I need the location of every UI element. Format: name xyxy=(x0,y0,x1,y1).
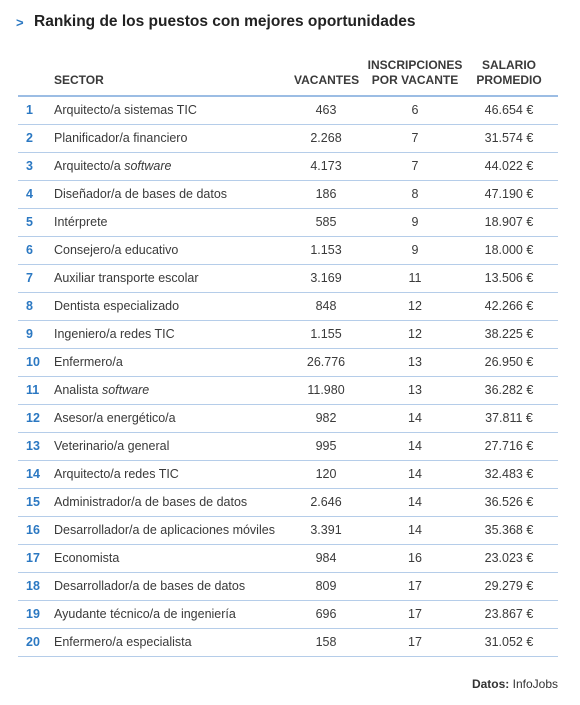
table-row xyxy=(18,97,558,125)
inscripciones-cell: 17 xyxy=(408,607,422,621)
vacantes-cell: 1.155 xyxy=(310,327,342,341)
rank-cell: 10 xyxy=(26,355,40,369)
rank-cell: 14 xyxy=(26,467,40,481)
salario-cell: 31.574 € xyxy=(484,131,534,145)
table-row xyxy=(18,461,558,489)
table-row xyxy=(18,265,558,293)
table-row xyxy=(18,237,558,265)
sector-cell xyxy=(54,153,171,180)
inscripciones-cell: 14 xyxy=(408,411,422,425)
rank-cell: 7 xyxy=(26,271,33,285)
sector-cell: Veterinario/a general xyxy=(54,439,170,453)
vacantes-cell: 11.980 xyxy=(307,383,345,397)
vacantes-cell: 585 xyxy=(315,215,337,229)
vacantes-cell: 1.153 xyxy=(310,243,342,257)
sector-cell: Enfermero/a xyxy=(54,355,123,369)
header-salario-line1: SALARIO xyxy=(482,58,536,72)
sector-cell: Diseñador/a de bases de datos xyxy=(54,187,228,201)
table-row xyxy=(18,153,558,181)
vacantes-cell: 120 xyxy=(315,467,337,481)
salario-cell: 38.225 € xyxy=(484,327,534,341)
rank-cell: 8 xyxy=(26,299,33,313)
salario-cell: 18.000 € xyxy=(484,243,534,257)
salario-cell: 35.368 € xyxy=(484,523,534,537)
sector-italic-term: software xyxy=(101,383,150,397)
salario-cell: 27.716 € xyxy=(484,439,534,453)
vacantes-cell: 995 xyxy=(315,439,337,453)
table-row xyxy=(18,209,558,237)
vacantes-cell: 26.776 xyxy=(306,355,346,369)
inscripciones-cell: 9 xyxy=(411,243,419,257)
inscripciones-cell: 17 xyxy=(408,635,422,649)
table-row xyxy=(18,405,558,433)
vacantes-cell: 3.391 xyxy=(310,523,342,537)
sector-cell: Auxiliar transporte escolar xyxy=(54,271,199,285)
vacantes-cell: 158 xyxy=(315,635,337,649)
rank-cell: 5 xyxy=(26,215,33,229)
table-row xyxy=(18,293,558,321)
header-sector: SECTOR xyxy=(54,73,104,87)
source-label: Datos: xyxy=(471,677,510,691)
table-row xyxy=(18,181,558,209)
vacantes-cell: 982 xyxy=(315,411,337,425)
rank-cell: 20 xyxy=(26,635,40,649)
salario-cell: 23.023 € xyxy=(484,551,534,565)
sector-cell: Arquitecto/a sistemas TIC xyxy=(54,103,197,117)
rank-cell: 9 xyxy=(26,327,33,341)
rank-cell: 6 xyxy=(26,243,33,257)
inscripciones-cell: 12 xyxy=(408,327,422,341)
inscripciones-cell: 7 xyxy=(411,131,419,145)
sector-italic-term: software xyxy=(124,159,172,173)
inscripciones-cell: 13 xyxy=(408,355,422,369)
table-row xyxy=(18,125,558,153)
inscripciones-cell: 13 xyxy=(408,383,422,397)
table-header xyxy=(18,58,558,92)
salario-cell: 13.506 € xyxy=(484,271,534,285)
rank-cell: 12 xyxy=(26,411,40,425)
table-row xyxy=(18,377,558,405)
salario-cell: 18.907 € xyxy=(484,215,534,229)
sector-cell: Consejero/a educativo xyxy=(54,243,179,257)
salario-cell: 26.950 € xyxy=(484,355,534,369)
sector-text: Arquitecto/a xyxy=(54,159,125,173)
sector-cell: Economista xyxy=(54,551,120,565)
inscripciones-cell: 16 xyxy=(408,551,422,565)
inscripciones-cell: 9 xyxy=(411,215,419,229)
vacantes-cell: 186 xyxy=(315,187,337,201)
vacantes-cell: 984 xyxy=(315,551,337,565)
vacantes-cell: 2.646 xyxy=(310,495,342,509)
vacantes-cell: 2.268 xyxy=(310,131,342,145)
rank-cell: 16 xyxy=(26,523,40,537)
sector-cell: Ingeniero/a redes TIC xyxy=(54,327,175,341)
vacantes-cell: 809 xyxy=(315,579,337,593)
header-inscripciones-line1: INSCRIPCIONES xyxy=(367,58,463,72)
inscripciones-cell: 14 xyxy=(408,439,422,453)
sector-cell: Intérprete xyxy=(54,215,108,229)
salario-cell: 29.279 € xyxy=(484,579,534,593)
rank-cell: 3 xyxy=(26,159,33,173)
header-salario-line2: PROMEDIO xyxy=(476,73,542,87)
table-row xyxy=(18,433,558,461)
table-row xyxy=(18,573,558,601)
inscripciones-cell: 12 xyxy=(408,299,422,313)
salario-cell: 23.867 € xyxy=(484,607,534,621)
sector-cell: Asesor/a energético/a xyxy=(54,411,176,425)
ranking-table-body xyxy=(18,95,558,657)
rank-cell: 13 xyxy=(26,439,40,453)
sector-cell xyxy=(54,377,149,404)
table-row xyxy=(18,349,558,377)
salario-cell: 32.483 € xyxy=(484,467,534,481)
table-row xyxy=(18,489,558,517)
vacantes-cell: 696 xyxy=(315,607,337,621)
sector-cell: Administrador/a de bases de datos xyxy=(54,495,248,509)
salario-cell: 44.022 € xyxy=(484,159,534,173)
inscripciones-cell: 14 xyxy=(408,467,422,481)
header-vacantes: VACANTES xyxy=(294,73,360,87)
salario-cell: 36.282 € xyxy=(484,383,534,397)
source-credit xyxy=(472,677,558,691)
salario-cell: 37.811 € xyxy=(485,411,533,425)
inscripciones-cell: 11 xyxy=(408,271,422,285)
rank-cell: 11 xyxy=(26,383,40,397)
table-row xyxy=(18,545,558,573)
table-row xyxy=(18,601,558,629)
rank-cell: 2 xyxy=(26,131,33,145)
inscripciones-cell: 17 xyxy=(408,579,422,593)
salario-cell: 47.190 € xyxy=(484,187,534,201)
sector-cell: Dentista especializado xyxy=(54,299,180,313)
table-row xyxy=(18,629,558,657)
sector-cell: Enfermero/a especialista xyxy=(54,635,192,649)
vacantes-cell: 463 xyxy=(315,103,337,117)
chevron-right-icon: > xyxy=(16,14,24,30)
title-row xyxy=(16,12,416,32)
header-inscripciones xyxy=(365,58,465,88)
sector-text: Analista xyxy=(54,383,102,397)
inscripciones-cell: 8 xyxy=(411,187,419,201)
inscripciones-cell: 14 xyxy=(408,523,422,537)
sector-cell: Desarrollador/a de aplicaciones móviles xyxy=(54,523,275,537)
rank-cell: 15 xyxy=(26,495,40,509)
inscripciones-cell: 7 xyxy=(411,159,419,173)
rank-cell: 19 xyxy=(26,607,40,621)
rank-cell: 1 xyxy=(26,103,33,117)
rank-cell: 17 xyxy=(26,551,40,565)
rank-cell: 18 xyxy=(26,579,40,593)
sector-cell: Arquitecto/a redes TIC xyxy=(54,467,179,481)
source-name: InfoJobs xyxy=(512,677,558,691)
salario-cell: 46.654 € xyxy=(484,103,534,117)
inscripciones-cell: 6 xyxy=(411,103,419,117)
rank-cell: 4 xyxy=(26,187,33,201)
vacantes-cell: 3.169 xyxy=(310,271,342,285)
header-salario xyxy=(474,58,544,88)
inscripciones-cell: 14 xyxy=(408,495,422,509)
sector-cell: Desarrollador/a de bases de datos xyxy=(54,579,246,593)
sector-cell: Planificador/a financiero xyxy=(54,131,188,145)
salario-cell: 31.052 € xyxy=(484,635,534,649)
salario-cell: 42.266 € xyxy=(484,299,534,313)
table-row xyxy=(18,517,558,545)
vacantes-cell: 848 xyxy=(315,299,337,313)
page-title: Ranking de los puestos con mejores oportunidades xyxy=(34,13,416,30)
vacantes-cell: 4.173 xyxy=(310,159,342,173)
header-inscripciones-line2: POR VACANTE xyxy=(371,73,459,87)
table-row xyxy=(18,321,558,349)
salario-cell: 36.526 € xyxy=(484,495,534,509)
sector-cell: Ayudante técnico/a de ingeniería xyxy=(54,607,236,621)
